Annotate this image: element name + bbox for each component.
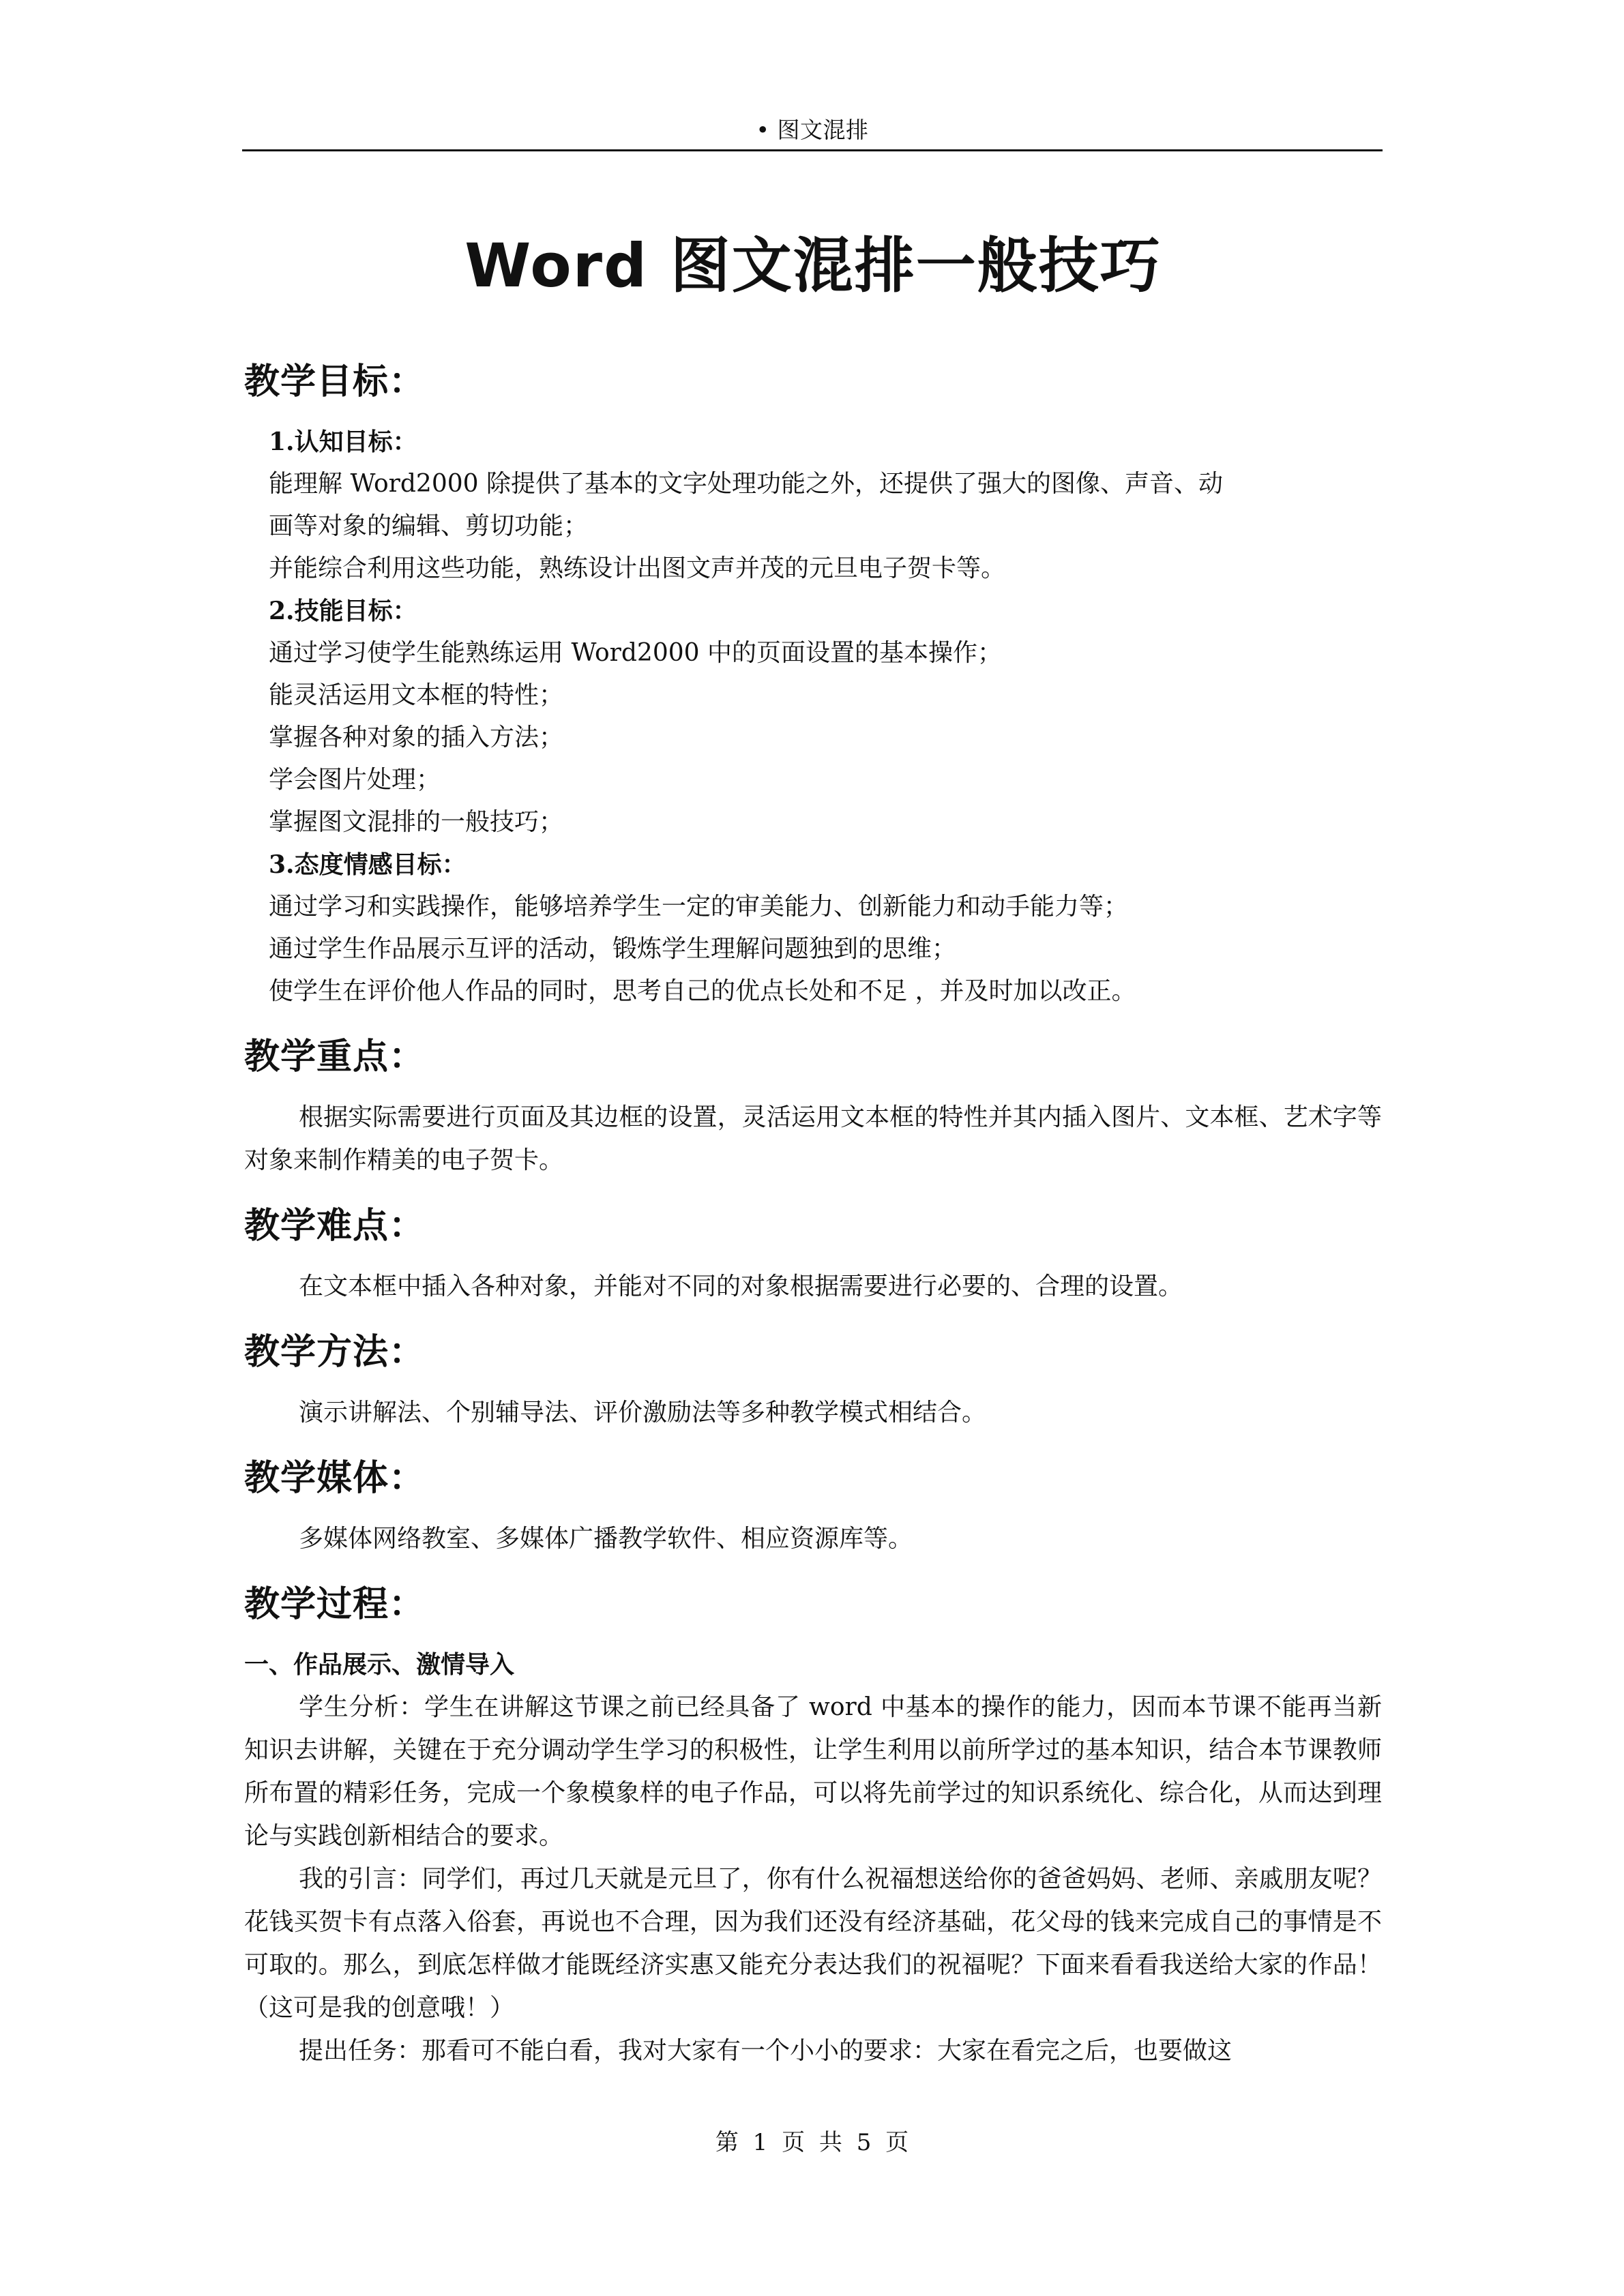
methods-heading: 教学方法： — [244, 1332, 426, 1373]
cognitive-line: 并能综合利用这些功能，熟练设计出图文声并茂的元旦电子贺卡等。 — [269, 554, 1006, 582]
section-difficulties — [244, 1195, 1382, 1308]
methods-text: 演示讲解法、个别辅导法、评价激励法等多种教学模式相结合。 — [299, 1399, 987, 1427]
attitude-line: 使学生在评价他人作品的同时，思考自己的优点长处和不足 ，并及时加以改正。 — [269, 977, 1136, 1005]
section-methods — [244, 1322, 1382, 1434]
attitude-line: 通过学生作品展示互评的活动，锻炼学生理解问题独到的思维； — [269, 935, 957, 963]
section-objectives — [244, 351, 1382, 1013]
cognitive-line: 能理解 Word2000 除提供了基本的文字处理功能之外，还提供了强大的图像、声音、动 — [269, 470, 1223, 498]
skills-line: 能灵活运用文本框的特性； — [269, 681, 564, 709]
cognitive-objective-label: 1.认知目标： — [269, 428, 417, 456]
header-rule — [242, 149, 1383, 151]
running-header: • 图文混排 — [756, 117, 869, 143]
process-heading: 教学过程： — [244, 1584, 426, 1625]
attitude-line: 通过学习和实践操作，能够培养学生一定的审美能力、创新能力和动手能力等； — [269, 893, 1129, 921]
document-body — [244, 208, 1382, 2072]
introduction-paragraph: 我的引言：同学们，再过几天就是元旦了，你有什么祝福想送给你的爸爸妈妈、老师、亲戚朋友呢？花钱买贺卡有点落入俗套，再说也不合理，因为我们还没有经济基础，花父母的钱来完成自己的事情是不可取的。那么，到底怎样做才能既经济实惠又能充分表达我们的祝福呢？下面来看看我送给大家的作品！（这可是我的创意哦！） — [244, 1865, 1382, 2022]
key-points-heading: 教学重点： — [244, 1037, 426, 1077]
section-media — [244, 1448, 1382, 1560]
media-text: 多媒体网络教室、多媒体广播教学软件、相应资源库等。 — [299, 1525, 913, 1553]
page-footer: 第 1 页 共 5 页 — [715, 2129, 909, 2156]
key-points-text: 根据实际需要进行页面及其边框的设置，灵活运用文本框的特性并其内插入图片、文本框、艺术字等对象来制作精美的电子贺卡。 — [244, 1103, 1382, 1174]
student-analysis-paragraph: 学生分析：学生在讲解这节课之前已经具备了 word 中基本的操作的能力，因而本节课不能再当新知识去讲解，关键在于充分调动学生学习的积极性，让学生利用以前所学过的基本知识，结合本节课教师所布置的精彩任务，完成一个象模象样的电子作品，可以将先前学过的知识系统化、综合化，从而达到理论与实践创新相结合的要求。 — [244, 1693, 1382, 1850]
skills-line: 掌握图文混排的一般技巧； — [269, 808, 564, 836]
section-key-points — [244, 1026, 1382, 1182]
document-title: Word 图文混排一般技巧 — [464, 230, 1162, 301]
skills-line: 学会图片处理； — [269, 766, 441, 794]
difficulties-heading: 教学难点： — [244, 1206, 426, 1247]
media-heading: 教学媒体： — [244, 1458, 426, 1499]
objectives-heading: 教学目标： — [244, 361, 426, 402]
attitude-objective-label: 3.态度情感目标： — [269, 850, 467, 879]
task-paragraph: 提出任务：那看可不能白看，我对大家有一个小小的要求：大家在看完之后，也要做这 — [299, 2037, 1232, 2065]
skills-line: 通过学习使学生能熟练运用 Word2000 中的页面设置的基本操作； — [269, 639, 1002, 667]
section-process — [244, 1574, 1382, 2072]
skills-line: 掌握各种对象的插入方法； — [269, 724, 564, 751]
difficulties-text: 在文本框中插入各种对象，并能对不同的对象根据需要进行必要的、合理的设置。 — [299, 1272, 1183, 1300]
part-one-heading: 一、作品展示、激情导入 — [244, 1650, 515, 1679]
cognitive-line: 画等对象的编辑、剪切功能； — [269, 512, 589, 540]
skills-objective-label: 2.技能目标： — [269, 597, 417, 625]
